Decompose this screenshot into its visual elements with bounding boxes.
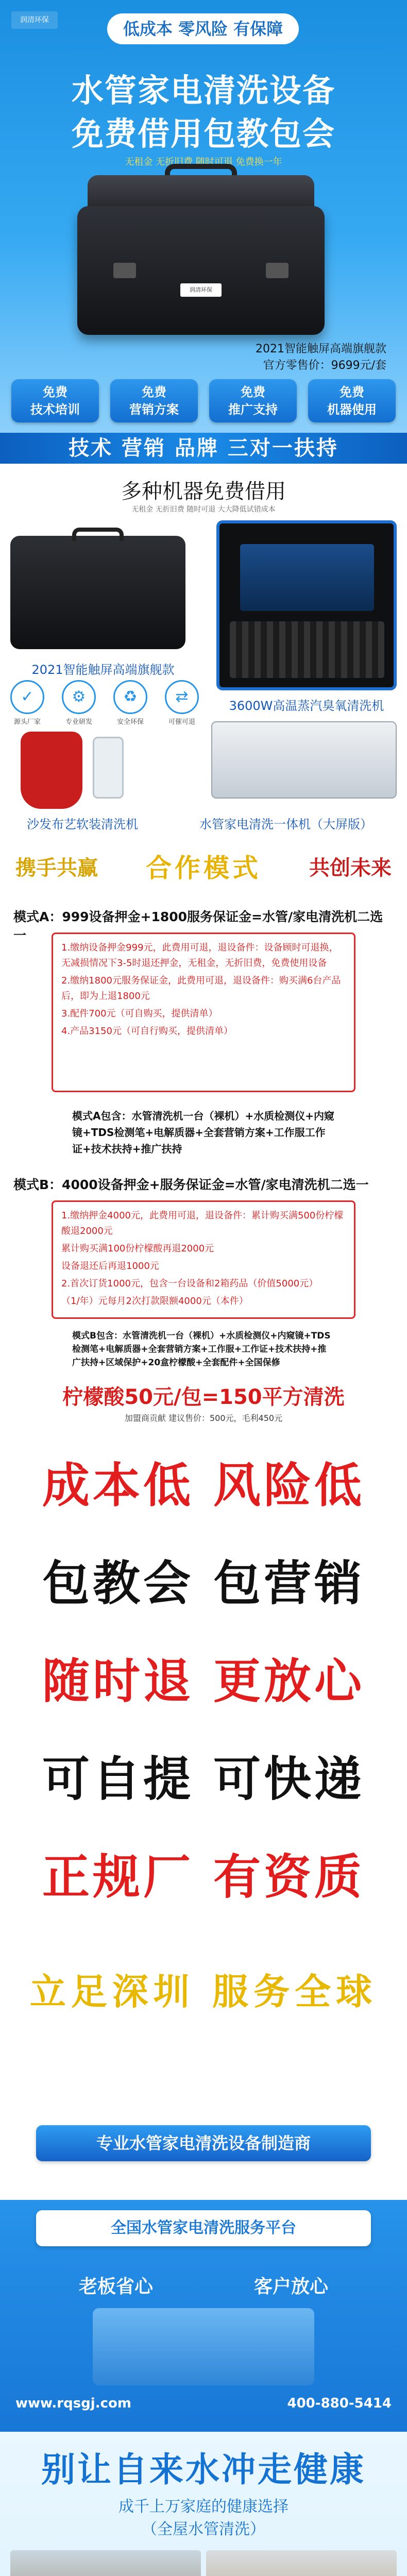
research-icon: ⚙ <box>62 680 96 714</box>
brand-logo: 润清环保 <box>11 11 58 29</box>
dirty-pipe-photo <box>10 2550 201 2576</box>
mode-b-heading: 模式B：4000设备押金+服务保证金=水管/家电清洗机二选一 <box>13 1177 369 1192</box>
platform-phone[interactable]: 400-880-5414 <box>287 2396 392 2411</box>
eco-icon: ♻ <box>113 680 147 714</box>
health-title: 别让自来水冲走健康 <box>41 2450 366 2489</box>
machine-image-steam <box>216 520 397 690</box>
platform-bar: 全国水管家电清洗服务平台 <box>36 2210 371 2246</box>
machine-label-sofa: 沙发布艺软装清洗机 <box>27 817 138 832</box>
mode-b-term: 累计购买满100份柠檬酸再退2000元 <box>61 1243 214 1254</box>
machines-section <box>0 464 407 845</box>
coop-slogan-left: 携手共赢 <box>15 856 98 880</box>
mode-b-term: 设备退还后再退1000元 <box>61 1261 159 1272</box>
mode-b-includes: 模式B包含：水管清洗机一台（裸机）+水质检测仪+内窥镜+TDS检测笔+电解质器+全套营销方案+工作服+工作证+技术扶持+推广扶持+区域保护+20盒柠檬酸+全套配件+全国保修 <box>72 1331 331 1368</box>
citric-price-note: 加盟商贡献 建议售价：500元，毛利450元 <box>124 1413 283 1423</box>
machine-label-steam: 3600W高温蒸汽臭氧清洗机 <box>229 699 384 713</box>
shenzhen-slogan: 立足深圳 服务全球 <box>29 1971 378 2013</box>
hero-title-2: 免费借用包教包会 <box>71 115 335 152</box>
icon-label-research: 专业研发 <box>65 718 92 726</box>
mode-a-term: 4.产品3150元（可自行购买，提供清单） <box>61 1026 233 1037</box>
cooperation-section <box>0 845 407 1432</box>
shenzhen-section <box>0 1942 407 2087</box>
mode-b-term: （1/年）元每月2次打款限额4000元（本件） <box>61 1296 248 1307</box>
machines-subtitle: 无租金 无折旧费 随时可退 大大降低试错成本 <box>131 505 276 514</box>
icon-label-return: 可催可退 <box>168 718 195 726</box>
health-sub-2: （全屋水管清洗） <box>142 2520 265 2538</box>
slogan-5: 正规厂 有资质 <box>42 1849 365 1905</box>
mode-a-term: 2.缴纳1800元服务保证金，此费用可退，退设备件：购买满6台产品后，即为上退1800元 <box>61 975 341 1002</box>
support-banner <box>0 433 407 464</box>
feature-promotion: 免费 推广支持 <box>209 379 297 422</box>
feature-machine: 免费 机器使用 <box>308 379 396 422</box>
mode-a-term: 3.配件700元（可自购买，提供清单） <box>61 1008 218 1019</box>
manufacturer-bar: 专业水管家电清洗设备制造商 <box>36 2125 371 2161</box>
slogan-3: 随时退 更放心 <box>42 1653 365 1709</box>
mode-a-terms <box>52 933 355 1092</box>
platform-image <box>93 2308 314 2385</box>
ad-client: 客户放心 <box>253 2276 328 2297</box>
coop-slogan-right: 共创未来 <box>309 856 392 880</box>
slogan-4: 可自提 可快递 <box>42 1751 365 1807</box>
machine-label-aio: 水管家电清洗一体机（大屏版） <box>199 817 372 832</box>
flagship-price: 官方零售价：9699元/套 <box>263 359 386 372</box>
platform-contact <box>15 2396 392 2411</box>
mode-a-heading: 模式A：999设备押金+1800服务保证金=水管/家电清洗机二选一 <box>13 909 383 943</box>
machine-image-flagship <box>10 536 185 649</box>
mode-b-term: 2.首次订货1000元，包含一台设备和2箱药品（价值5000元） <box>61 1278 318 1289</box>
flagship-case-image <box>77 175 325 335</box>
platform-section <box>0 2200 407 2432</box>
tagline-pill: 低成本 零风险 有保障 <box>107 13 299 44</box>
mode-b-term: 1.缴纳押金4000元，此费用可退，退设备件：累计购买满500份柠檬酸退2000元 <box>61 1210 344 1236</box>
coop-title: 合作模式 <box>146 853 261 883</box>
mode-b-terms <box>52 1200 355 1319</box>
manufacturer-section <box>0 2112 407 2174</box>
hero-subtitle: 无租金 无折旧费 随时可退 免费换一年 <box>125 157 282 167</box>
slogans-section <box>0 1437 407 1942</box>
flagship-model: 2021智能触屏高端旗舰款 <box>256 343 386 355</box>
support-banner-text: 技术 营销 品牌 三对一扶持 <box>69 436 338 460</box>
icon-label-eco: 安全环保 <box>116 718 144 726</box>
ad-boss: 老板省心 <box>78 2276 153 2297</box>
hero-section <box>0 0 407 433</box>
sink-photo <box>206 2550 397 2576</box>
machines-title: 多种机器免费借用 <box>121 480 286 503</box>
feature-training: 免费 技术培训 <box>11 379 99 422</box>
feature-marketing: 免费 营销方案 <box>110 379 198 422</box>
slogan-2: 包教会 包营销 <box>42 1555 365 1611</box>
mode-a-includes: 模式A包含：水管清洗机一台（裸机）+水质检测仪+内窥镜+TDS检测笔+电解质器+全套营销方案+工作服工作证+技术扶持+推广扶持 <box>72 1110 334 1155</box>
factory-icon: ✓ <box>10 680 44 714</box>
health-sub-1: 成千上万家庭的健康选择 <box>118 2498 289 2516</box>
health-section <box>0 2432 407 2576</box>
filter-bottle-image <box>93 737 124 799</box>
sofa-cleaner-image <box>21 732 82 809</box>
aio-machine-image <box>211 721 397 799</box>
case-brand-badge: 润清环保 <box>180 283 222 297</box>
citric-price: 柠檬酸50元/包=150平方清洗 <box>62 1385 345 1409</box>
platform-url[interactable]: www.rqsgj.com <box>15 2396 131 2411</box>
return-icon: ⇄ <box>165 680 199 714</box>
icon-label-factory: 源头厂家 <box>13 718 41 726</box>
machine-label-flagship: 2021智能触屏高端旗舰款 <box>31 663 175 677</box>
slogan-1: 成本低 风险低 <box>42 1458 365 1513</box>
mode-a-term: 1.缴纳设备押金999元，此费用可退，退设备件：设备顾时可退换，无减损情况下3-5时退还押金，无租金，无折旧费，免费使用设备 <box>61 942 338 969</box>
hero-title-1: 水管家电清洗设备 <box>71 72 335 109</box>
